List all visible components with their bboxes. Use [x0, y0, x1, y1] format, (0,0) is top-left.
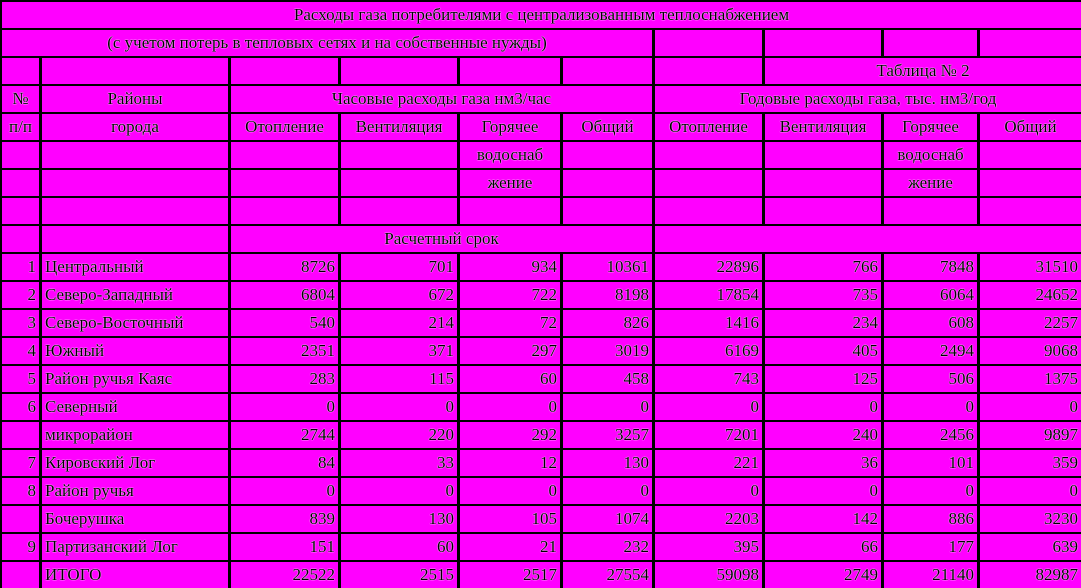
- value-cell[interactable]: 21140: [884, 562, 977, 588]
- value-cell[interactable]: 214: [341, 310, 457, 336]
- table-cell[interactable]: [563, 170, 652, 196]
- row-number-cell[interactable]: 8: [2, 478, 39, 504]
- value-cell[interactable]: 130: [341, 506, 457, 532]
- table-cell[interactable]: [980, 198, 1081, 224]
- value-cell[interactable]: 297: [460, 338, 560, 364]
- table-number-label[interactable]: Таблица № 2: [765, 58, 1081, 84]
- value-cell[interactable]: 0: [563, 394, 652, 420]
- value-cell[interactable]: 24652: [980, 282, 1081, 308]
- value-cell[interactable]: 886: [884, 506, 977, 532]
- table-cell[interactable]: [884, 30, 977, 56]
- table-cell[interactable]: [42, 58, 228, 84]
- value-cell[interactable]: 639: [980, 534, 1081, 560]
- value-cell[interactable]: 540: [231, 310, 338, 336]
- district-name-cell[interactable]: Бочерушка: [42, 506, 228, 532]
- row-number-cell[interactable]: [2, 506, 39, 532]
- header-hourly-consumption[interactable]: Часовые расходы газа нм3/час: [231, 86, 652, 112]
- value-cell[interactable]: 0: [980, 478, 1081, 504]
- value-cell[interactable]: 105: [460, 506, 560, 532]
- value-cell[interactable]: 10361: [563, 254, 652, 280]
- row-number-cell[interactable]: 2: [2, 282, 39, 308]
- table-cell[interactable]: [2, 198, 39, 224]
- table-cell[interactable]: [980, 30, 1081, 56]
- value-cell[interactable]: 701: [341, 254, 457, 280]
- row-number-cell[interactable]: [2, 562, 39, 588]
- district-name-cell[interactable]: Северо-Восточный: [42, 310, 228, 336]
- value-cell[interactable]: 371: [341, 338, 457, 364]
- table-cell[interactable]: [563, 142, 652, 168]
- period-label[interactable]: Расчетный срок: [231, 226, 652, 252]
- value-cell[interactable]: 0: [341, 394, 457, 420]
- row-number-cell[interactable]: 3: [2, 310, 39, 336]
- value-cell[interactable]: 72: [460, 310, 560, 336]
- table-cell[interactable]: [341, 170, 457, 196]
- header-number[interactable]: №: [2, 86, 39, 112]
- district-name-cell[interactable]: Центральный: [42, 254, 228, 280]
- value-cell[interactable]: 9068: [980, 338, 1081, 364]
- value-cell[interactable]: 151: [231, 534, 338, 560]
- value-cell[interactable]: 0: [460, 394, 560, 420]
- value-cell[interactable]: 220: [341, 422, 457, 448]
- value-cell[interactable]: 839: [231, 506, 338, 532]
- table-cell[interactable]: [42, 170, 228, 196]
- value-cell[interactable]: 2351: [231, 338, 338, 364]
- table-title[interactable]: Расходы газа потребителями с централизованным теплоснабжением: [2, 2, 1081, 28]
- header-total[interactable]: Общий: [563, 114, 652, 140]
- value-cell[interactable]: 672: [341, 282, 457, 308]
- header-hot-water[interactable]: Горячее: [460, 114, 560, 140]
- value-cell[interactable]: 3230: [980, 506, 1081, 532]
- table-cell[interactable]: [980, 170, 1081, 196]
- value-cell[interactable]: 6804: [231, 282, 338, 308]
- value-cell[interactable]: 60: [341, 534, 457, 560]
- value-cell[interactable]: 9897: [980, 422, 1081, 448]
- row-number-cell[interactable]: 4: [2, 338, 39, 364]
- district-name-cell[interactable]: Район ручья Каяс: [42, 366, 228, 392]
- value-cell[interactable]: 395: [655, 534, 762, 560]
- district-name-cell[interactable]: Южный: [42, 338, 228, 364]
- header-ventilation[interactable]: Вентиляция: [341, 114, 457, 140]
- header-district[interactable]: города: [42, 114, 228, 140]
- value-cell[interactable]: 7848: [884, 254, 977, 280]
- district-name-cell[interactable]: микрорайон: [42, 422, 228, 448]
- value-cell[interactable]: 0: [765, 394, 881, 420]
- value-cell[interactable]: 142: [765, 506, 881, 532]
- value-cell[interactable]: 0: [655, 394, 762, 420]
- value-cell[interactable]: 6169: [655, 338, 762, 364]
- value-cell[interactable]: 2257: [980, 310, 1081, 336]
- value-cell[interactable]: 0: [980, 394, 1081, 420]
- table-cell[interactable]: [42, 198, 228, 224]
- value-cell[interactable]: 115: [341, 366, 457, 392]
- row-number-cell[interactable]: [2, 422, 39, 448]
- table-cell[interactable]: [765, 30, 881, 56]
- table-cell[interactable]: [231, 170, 338, 196]
- table-cell[interactable]: [884, 198, 977, 224]
- value-cell[interactable]: 31510: [980, 254, 1081, 280]
- table-cell[interactable]: [460, 58, 560, 84]
- value-cell[interactable]: 130: [563, 450, 652, 476]
- table-cell[interactable]: [655, 170, 762, 196]
- table-cell[interactable]: [655, 142, 762, 168]
- row-number-cell[interactable]: 5: [2, 366, 39, 392]
- value-cell[interactable]: 66: [765, 534, 881, 560]
- value-cell[interactable]: 2515: [341, 562, 457, 588]
- table-cell[interactable]: [563, 198, 652, 224]
- value-cell[interactable]: 12: [460, 450, 560, 476]
- value-cell[interactable]: 735: [765, 282, 881, 308]
- table-cell[interactable]: [231, 58, 338, 84]
- value-cell[interactable]: 6064: [884, 282, 977, 308]
- value-cell[interactable]: 0: [884, 478, 977, 504]
- value-cell[interactable]: 1416: [655, 310, 762, 336]
- value-cell[interactable]: 934: [460, 254, 560, 280]
- table-cell[interactable]: [980, 142, 1081, 168]
- table-subtitle[interactable]: (с учетом потерь в тепловых сетях и на собственные нужды): [2, 30, 652, 56]
- header-district[interactable]: Районы: [42, 86, 228, 112]
- value-cell[interactable]: 22522: [231, 562, 338, 588]
- table-cell[interactable]: [655, 198, 762, 224]
- value-cell[interactable]: 84: [231, 450, 338, 476]
- value-cell[interactable]: 359: [980, 450, 1081, 476]
- value-cell[interactable]: 608: [884, 310, 977, 336]
- value-cell[interactable]: 17854: [655, 282, 762, 308]
- value-cell[interactable]: 0: [563, 478, 652, 504]
- value-cell[interactable]: 60: [460, 366, 560, 392]
- table-cell[interactable]: [2, 170, 39, 196]
- value-cell[interactable]: 59098: [655, 562, 762, 588]
- row-number-cell[interactable]: 9: [2, 534, 39, 560]
- value-cell[interactable]: 0: [460, 478, 560, 504]
- value-cell[interactable]: 234: [765, 310, 881, 336]
- header-annual-consumption[interactable]: Годовые расходы газа, тыс. нм3/год: [655, 86, 1081, 112]
- value-cell[interactable]: 458: [563, 366, 652, 392]
- table-cell[interactable]: [655, 30, 762, 56]
- table-cell[interactable]: [2, 142, 39, 168]
- table-cell[interactable]: [2, 226, 39, 252]
- table-cell[interactable]: [460, 198, 560, 224]
- value-cell[interactable]: 33: [341, 450, 457, 476]
- table-cell[interactable]: [231, 142, 338, 168]
- table-cell[interactable]: [42, 142, 228, 168]
- table-cell[interactable]: [655, 58, 762, 84]
- value-cell[interactable]: 1375: [980, 366, 1081, 392]
- value-cell[interactable]: 8198: [563, 282, 652, 308]
- district-name-cell[interactable]: Партизанский Лог: [42, 534, 228, 560]
- value-cell[interactable]: 27554: [563, 562, 652, 588]
- district-name-cell[interactable]: Кировский Лог: [42, 450, 228, 476]
- table-cell[interactable]: [765, 142, 881, 168]
- value-cell[interactable]: 125: [765, 366, 881, 392]
- value-cell[interactable]: 3257: [563, 422, 652, 448]
- value-cell[interactable]: 101: [884, 450, 977, 476]
- value-cell[interactable]: 722: [460, 282, 560, 308]
- table-cell[interactable]: [42, 226, 228, 252]
- value-cell[interactable]: 0: [765, 478, 881, 504]
- value-cell[interactable]: 826: [563, 310, 652, 336]
- header-ventilation[interactable]: Вентиляция: [765, 114, 881, 140]
- header-number[interactable]: п/п: [2, 114, 39, 140]
- value-cell[interactable]: 0: [231, 478, 338, 504]
- value-cell[interactable]: 2203: [655, 506, 762, 532]
- value-cell[interactable]: 405: [765, 338, 881, 364]
- header-heating[interactable]: Отопление: [231, 114, 338, 140]
- value-cell[interactable]: 2744: [231, 422, 338, 448]
- value-cell[interactable]: 36: [765, 450, 881, 476]
- table-cell[interactable]: [765, 198, 881, 224]
- value-cell[interactable]: 0: [655, 478, 762, 504]
- value-cell[interactable]: 2494: [884, 338, 977, 364]
- value-cell[interactable]: 0: [231, 394, 338, 420]
- value-cell[interactable]: 7201: [655, 422, 762, 448]
- district-name-cell[interactable]: Северный: [42, 394, 228, 420]
- value-cell[interactable]: 0: [341, 478, 457, 504]
- header-hot-water[interactable]: Горячее: [884, 114, 977, 140]
- value-cell[interactable]: 82987: [980, 562, 1081, 588]
- header-total[interactable]: Общий: [980, 114, 1081, 140]
- value-cell[interactable]: 22896: [655, 254, 762, 280]
- value-cell[interactable]: 292: [460, 422, 560, 448]
- row-number-cell[interactable]: 6: [2, 394, 39, 420]
- district-name-cell[interactable]: Район ручья: [42, 478, 228, 504]
- value-cell[interactable]: 177: [884, 534, 977, 560]
- value-cell[interactable]: 2749: [765, 562, 881, 588]
- header-hot-water[interactable]: водоснаб: [460, 142, 560, 168]
- value-cell[interactable]: 506: [884, 366, 977, 392]
- header-hot-water[interactable]: жение: [460, 170, 560, 196]
- value-cell[interactable]: 21: [460, 534, 560, 560]
- district-name-cell[interactable]: ИТОГО: [42, 562, 228, 588]
- table-cell[interactable]: [341, 58, 457, 84]
- table-cell[interactable]: [655, 226, 1081, 252]
- district-name-cell[interactable]: Северо-Западный: [42, 282, 228, 308]
- value-cell[interactable]: 240: [765, 422, 881, 448]
- row-number-cell[interactable]: 1: [2, 254, 39, 280]
- table-cell[interactable]: [231, 198, 338, 224]
- value-cell[interactable]: 1074: [563, 506, 652, 532]
- row-number-cell[interactable]: 7: [2, 450, 39, 476]
- table-cell[interactable]: [341, 142, 457, 168]
- header-heating[interactable]: Отопление: [655, 114, 762, 140]
- value-cell[interactable]: 766: [765, 254, 881, 280]
- table-cell[interactable]: [765, 170, 881, 196]
- value-cell[interactable]: 8726: [231, 254, 338, 280]
- table-cell[interactable]: [563, 58, 652, 84]
- value-cell[interactable]: 221: [655, 450, 762, 476]
- value-cell[interactable]: 283: [231, 366, 338, 392]
- table-cell[interactable]: [341, 198, 457, 224]
- value-cell[interactable]: 0: [884, 394, 977, 420]
- value-cell[interactable]: 2517: [460, 562, 560, 588]
- table-cell[interactable]: [2, 58, 39, 84]
- header-hot-water[interactable]: водоснаб: [884, 142, 977, 168]
- value-cell[interactable]: 2456: [884, 422, 977, 448]
- value-cell[interactable]: 232: [563, 534, 652, 560]
- value-cell[interactable]: 743: [655, 366, 762, 392]
- header-hot-water[interactable]: жение: [884, 170, 977, 196]
- value-cell[interactable]: 3019: [563, 338, 652, 364]
